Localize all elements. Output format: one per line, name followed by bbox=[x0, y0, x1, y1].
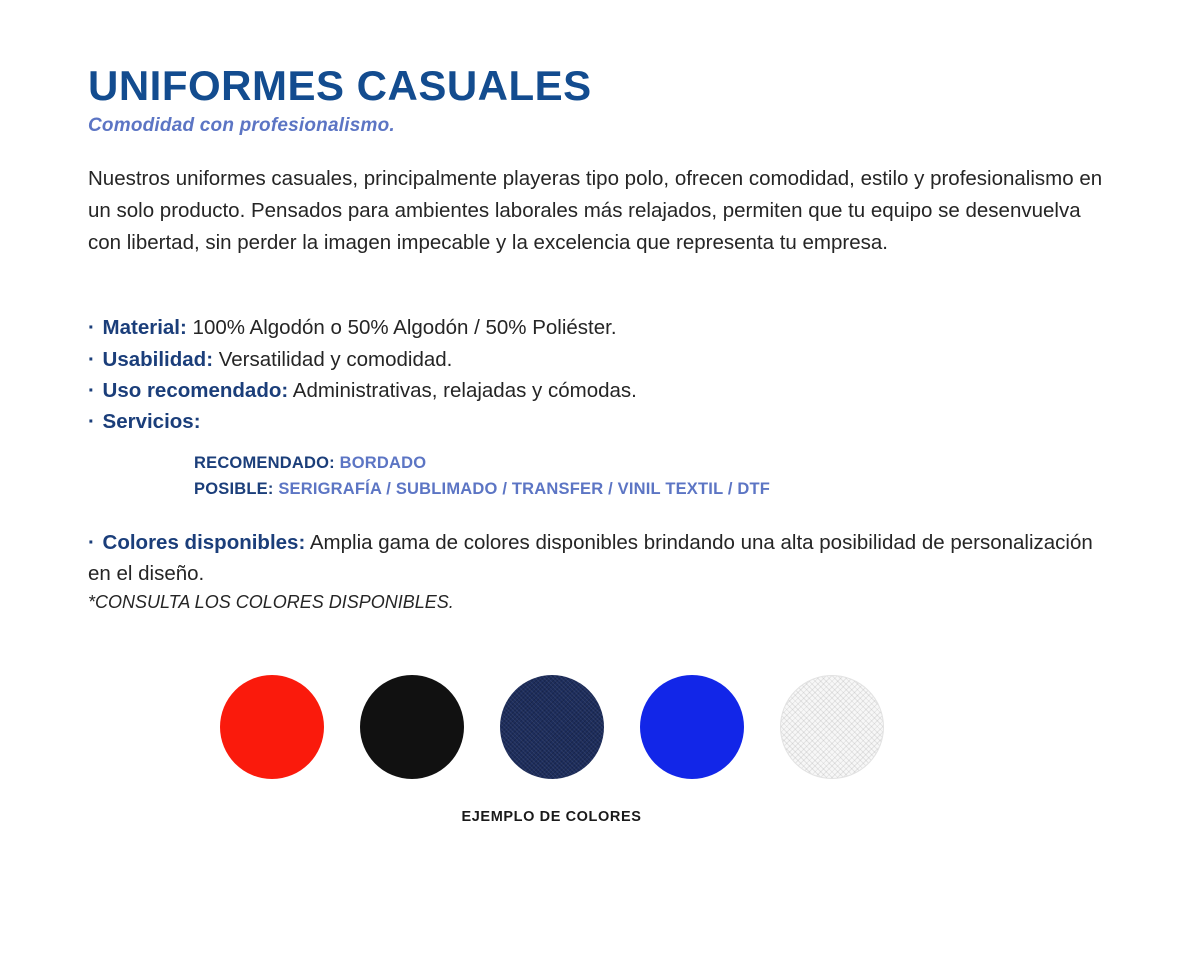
service-possible-row bbox=[194, 476, 1105, 503]
service-possible-value: SERIGRAFÍA / SUBLIMADO / TRANSFER / VINIL TEXTIL / DTF bbox=[278, 480, 771, 499]
intro-paragraph: Nuestros uniformes casuales, principalmente playeras tipo polo, ofrecen comodidad, estilo y profesionalismo en un solo producto. Pensados para ambientes laborales más relajados, permiten que tu equipo se desenvuelva con libertad, sin perder la imagen impecable y la excelencia que representa tu empresa. bbox=[88, 167, 1103, 254]
color-swatch-row bbox=[88, 675, 1105, 779]
colors-value: Amplia gama de colores disponibles brindando una alta posibilidad de personalización en el diseño. bbox=[88, 531, 1093, 586]
bullet-icon: · bbox=[88, 410, 95, 434]
spec-value: Administrativas, relajadas y cómodas. bbox=[292, 379, 637, 403]
spec-item-material bbox=[88, 312, 1105, 343]
spec-key: Usabilidad: bbox=[102, 347, 214, 371]
spec-item-uso-recomendado bbox=[88, 375, 1105, 406]
swatch-azul-rey bbox=[640, 675, 744, 779]
bullet-icon: · bbox=[88, 347, 95, 371]
service-possible-label: POSIBLE: bbox=[194, 480, 274, 499]
spec-key: Uso recomendado: bbox=[102, 379, 289, 403]
swatch-negro bbox=[360, 675, 464, 779]
services-detail bbox=[194, 450, 1105, 503]
colors-paragraph bbox=[88, 527, 1105, 589]
spec-item-usabilidad bbox=[88, 344, 1105, 375]
swatch-blanco bbox=[780, 675, 884, 779]
bullet-icon: · bbox=[88, 531, 95, 555]
spec-key: Servicios: bbox=[102, 410, 201, 434]
colors-section bbox=[88, 527, 1105, 612]
service-recommended-label: RECOMENDADO: bbox=[194, 453, 335, 472]
spec-value: 100% Algodón o 50% Algodón / 50% Poliéster. bbox=[192, 316, 617, 340]
service-recommended-row bbox=[194, 450, 1105, 477]
colors-key: Colores disponibles: bbox=[102, 531, 306, 555]
bullet-icon: · bbox=[88, 379, 95, 403]
colors-note: *CONSULTA LOS COLORES DISPONIBLES. bbox=[88, 591, 454, 612]
specs-list bbox=[88, 312, 1105, 503]
bullet-icon: · bbox=[88, 316, 95, 340]
spec-key: Material: bbox=[102, 316, 187, 340]
service-recommended-value: BORDADO bbox=[339, 453, 427, 472]
swatch-rojo bbox=[220, 675, 324, 779]
page-subtitle: Comodidad con profesionalismo. bbox=[88, 115, 395, 137]
swatch-caption: EJEMPLO DE COLORES bbox=[461, 808, 642, 825]
spec-value: Versatilidad y comodidad. bbox=[218, 347, 453, 371]
spec-item-servicios bbox=[88, 406, 1105, 437]
page-title: UNIFORMES CASUALES bbox=[88, 62, 592, 109]
swatch-azul-marino bbox=[500, 675, 604, 779]
